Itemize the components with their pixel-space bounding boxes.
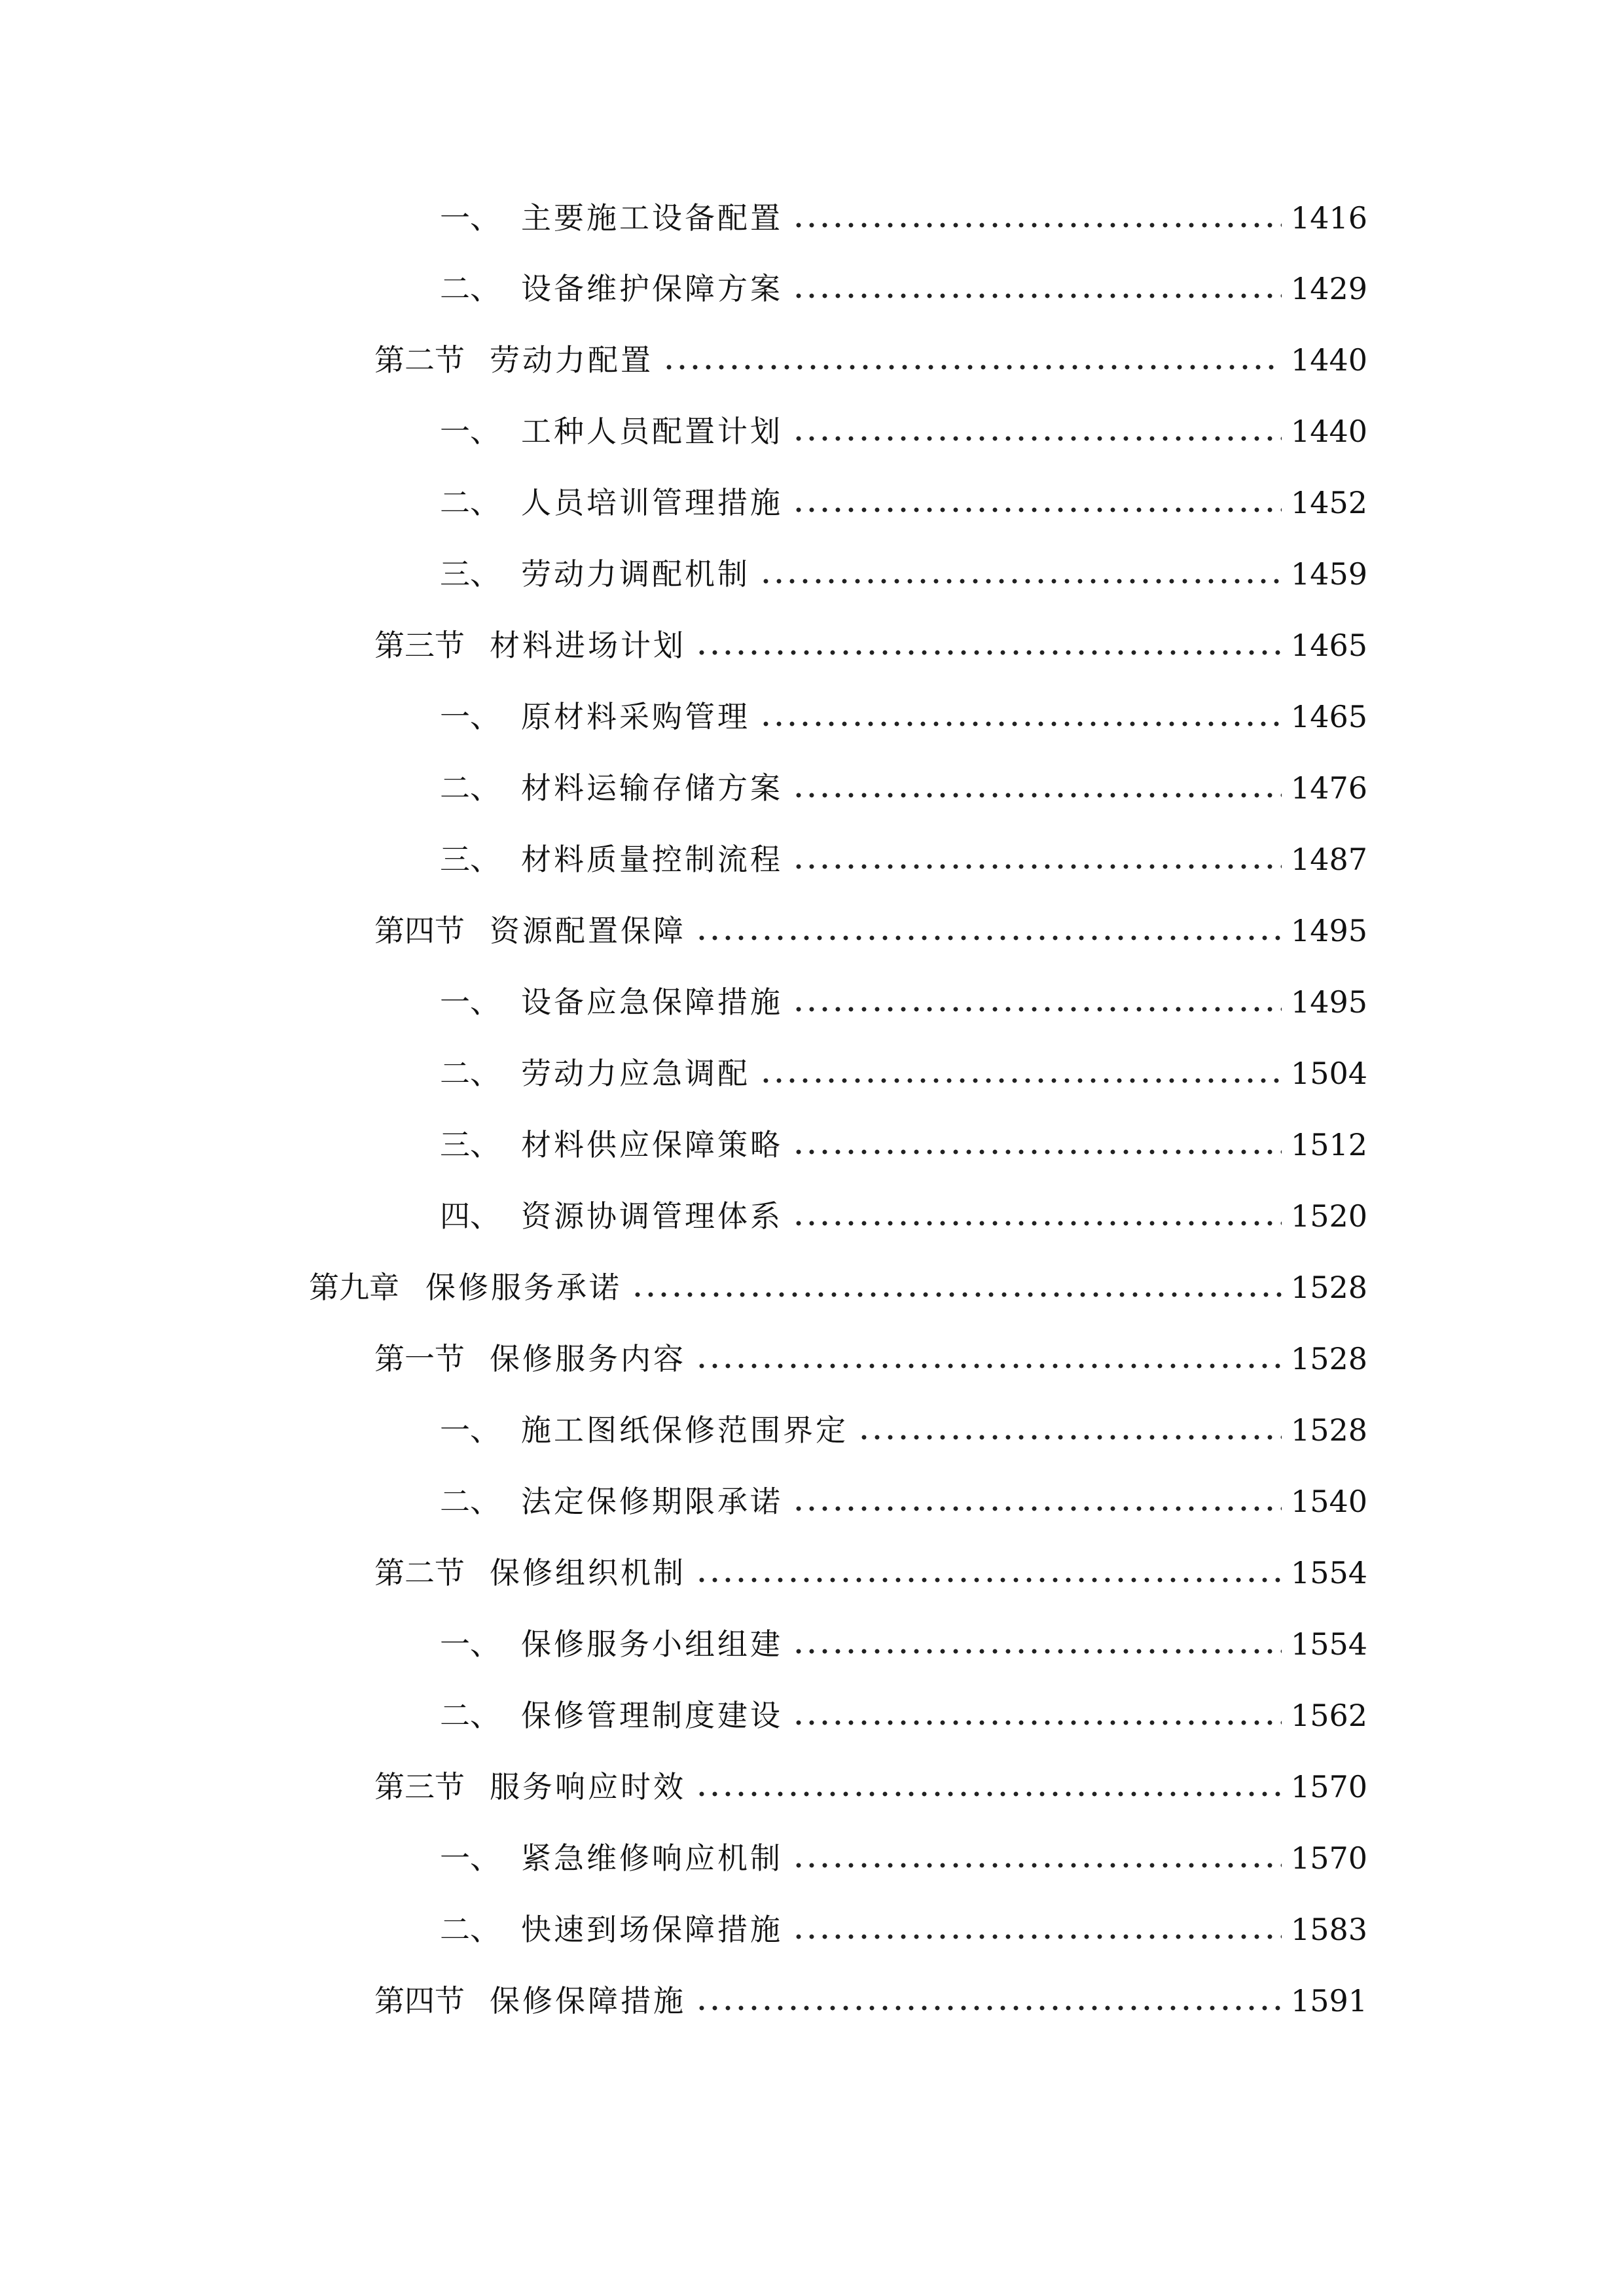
toc-entry[interactable] <box>374 335 1367 385</box>
entry-title: 材料供应保障策略 <box>521 1127 783 1162</box>
entry-title: 资源配置保障 <box>490 913 686 948</box>
toc-entry[interactable] <box>440 1049 1367 1098</box>
toc-entry[interactable] <box>374 620 1367 670</box>
entry-title: 劳动力应急调配 <box>521 1056 750 1091</box>
entry-number: 一、 <box>440 1626 500 1662</box>
entry-number: 二、 <box>440 1056 500 1091</box>
entry-title: 紧急维修响应机制 <box>521 1840 783 1876</box>
page-number: 1440 <box>1290 342 1367 378</box>
entry-title: 材料进场计划 <box>490 628 686 663</box>
page-number: 1554 <box>1290 1626 1367 1662</box>
dot-leader <box>759 1077 1282 1084</box>
page-number: 1528 <box>1290 1341 1367 1376</box>
entry-title: 人员培训管理措施 <box>521 485 783 520</box>
dot-leader <box>792 1933 1282 1940</box>
entry-number: 二、 <box>440 485 500 520</box>
toc-entry[interactable] <box>309 1263 1367 1312</box>
entry-title: 劳动力调配机制 <box>521 556 750 592</box>
entry-number: 一、 <box>440 414 500 449</box>
entry-title: 保修保障措施 <box>490 1983 686 2018</box>
toc-entry[interactable] <box>440 1691 1367 1740</box>
dot-leader <box>695 1791 1282 1797</box>
page-number: 1562 <box>1290 1698 1367 1733</box>
entry-title: 快速到场保障措施 <box>521 1912 783 1947</box>
entry-number: 一、 <box>440 1840 500 1876</box>
page-number: 1512 <box>1290 1127 1367 1162</box>
entry-title: 工种人员配置计划 <box>521 414 783 449</box>
page-number: 1465 <box>1290 699 1367 734</box>
dot-leader <box>792 1719 1282 1726</box>
toc-entry[interactable] <box>374 1548 1367 1598</box>
entry-number: 一、 <box>440 699 500 734</box>
entry-title: 主要施工设备配置 <box>521 200 783 236</box>
entry-title: 保修组织机制 <box>490 1555 686 1590</box>
entry-number: 第三节 <box>374 628 465 663</box>
toc-entry[interactable] <box>374 1762 1367 1812</box>
dot-leader <box>695 1363 1282 1369</box>
toc-entry[interactable] <box>374 1334 1367 1384</box>
dot-leader <box>792 293 1282 299</box>
toc-entry[interactable] <box>440 1833 1367 1883</box>
toc-entry[interactable] <box>440 1619 1367 1669</box>
dot-leader <box>695 1577 1282 1583</box>
entry-number: 一、 <box>440 984 500 1020</box>
entry-number: 二、 <box>440 1912 500 1947</box>
toc-entry[interactable] <box>440 1405 1367 1455</box>
dot-leader <box>792 1648 1282 1655</box>
entry-number: 第四节 <box>374 1983 465 2018</box>
dot-leader <box>857 1434 1282 1441</box>
page-number: 1429 <box>1290 271 1367 306</box>
entry-number: 二、 <box>440 1484 500 1519</box>
dot-leader <box>792 1862 1282 1869</box>
entry-number: 第九章 <box>309 1270 399 1305</box>
page-number: 1554 <box>1290 1555 1367 1590</box>
page-number: 1495 <box>1290 913 1367 948</box>
entry-number: 第四节 <box>374 913 465 948</box>
page-number: 1452 <box>1290 485 1367 520</box>
toc-entry[interactable] <box>440 1120 1367 1170</box>
entry-number: 三、 <box>440 1127 500 1162</box>
toc-entry[interactable] <box>440 549 1367 599</box>
dot-leader <box>792 1006 1282 1013</box>
dot-leader <box>792 1220 1282 1227</box>
page-number: 1504 <box>1290 1056 1367 1091</box>
entry-number: 二、 <box>440 271 500 306</box>
entry-number: 四、 <box>440 1198 500 1234</box>
page-number: 1528 <box>1290 1412 1367 1448</box>
page-number: 1591 <box>1290 1983 1367 2018</box>
toc-entry[interactable] <box>440 193 1367 243</box>
entry-number: 三、 <box>440 556 500 592</box>
page-number: 1495 <box>1290 984 1367 1020</box>
toc-entry[interactable] <box>440 1905 1367 1954</box>
dot-leader <box>759 721 1282 727</box>
dot-leader <box>759 578 1282 584</box>
entry-number: 一、 <box>440 200 500 236</box>
entry-number: 一、 <box>440 1412 500 1448</box>
entry-title: 保修管理制度建设 <box>521 1698 783 1733</box>
entry-number: 三、 <box>440 842 500 877</box>
page-number: 1440 <box>1290 414 1367 449</box>
dot-leader <box>792 792 1282 798</box>
entry-number: 二、 <box>440 1698 500 1733</box>
page-number: 1476 <box>1290 770 1367 806</box>
page-number: 1528 <box>1290 1270 1367 1305</box>
dot-leader <box>695 2005 1282 2011</box>
entry-title: 材料运输存储方案 <box>521 770 783 806</box>
page-number: 1583 <box>1290 1912 1367 1947</box>
entry-title: 服务响应时效 <box>490 1769 686 1804</box>
toc-entry[interactable] <box>440 1477 1367 1526</box>
dot-leader <box>695 649 1282 656</box>
toc-entry[interactable] <box>440 692 1367 742</box>
toc-entry[interactable] <box>374 906 1367 956</box>
toc-entry[interactable] <box>440 977 1367 1027</box>
entry-title: 法定保修期限承诺 <box>521 1484 783 1519</box>
entry-number: 第一节 <box>374 1341 465 1376</box>
page-number: 1465 <box>1290 628 1367 663</box>
toc-entry[interactable] <box>440 763 1367 813</box>
dot-leader <box>792 1149 1282 1155</box>
entry-number: 第三节 <box>374 1769 465 1804</box>
dot-leader <box>792 507 1282 513</box>
page-number: 1459 <box>1290 556 1367 592</box>
entry-number: 第二节 <box>374 342 465 378</box>
entry-title: 材料质量控制流程 <box>521 842 783 877</box>
toc-entry[interactable] <box>440 1191 1367 1241</box>
toc-entry[interactable] <box>440 406 1367 456</box>
entry-title: 设备应急保障措施 <box>521 984 783 1020</box>
dot-leader <box>792 222 1282 228</box>
dot-leader <box>631 1291 1282 1298</box>
entry-title: 原材料采购管理 <box>521 699 750 734</box>
dot-leader <box>792 435 1282 442</box>
entry-title: 保修服务内容 <box>490 1341 686 1376</box>
toc-entry[interactable] <box>440 478 1367 528</box>
page-number: 1520 <box>1290 1198 1367 1234</box>
dot-leader <box>792 1505 1282 1512</box>
entry-title: 资源协调管理体系 <box>521 1198 783 1234</box>
dot-leader <box>695 935 1282 941</box>
page-number: 1487 <box>1290 842 1367 877</box>
entry-number: 第二节 <box>374 1555 465 1590</box>
dot-leader <box>662 364 1282 370</box>
page-number: 1540 <box>1290 1484 1367 1519</box>
toc-entry[interactable] <box>374 1976 1367 2026</box>
entry-title: 保修服务小组组建 <box>521 1626 783 1662</box>
entry-title: 施工图纸保修范围界定 <box>521 1412 848 1448</box>
page-number: 1416 <box>1290 200 1367 236</box>
toc-entry[interactable] <box>440 264 1367 314</box>
entry-number: 二、 <box>440 770 500 806</box>
entry-title: 设备维护保障方案 <box>521 271 783 306</box>
entry-title: 保修服务承诺 <box>425 1270 622 1305</box>
entry-title: 劳动力配置 <box>490 342 653 378</box>
page-number: 1570 <box>1290 1769 1367 1804</box>
dot-leader <box>792 863 1282 870</box>
toc-entry[interactable] <box>440 834 1367 884</box>
page-number: 1570 <box>1290 1840 1367 1876</box>
